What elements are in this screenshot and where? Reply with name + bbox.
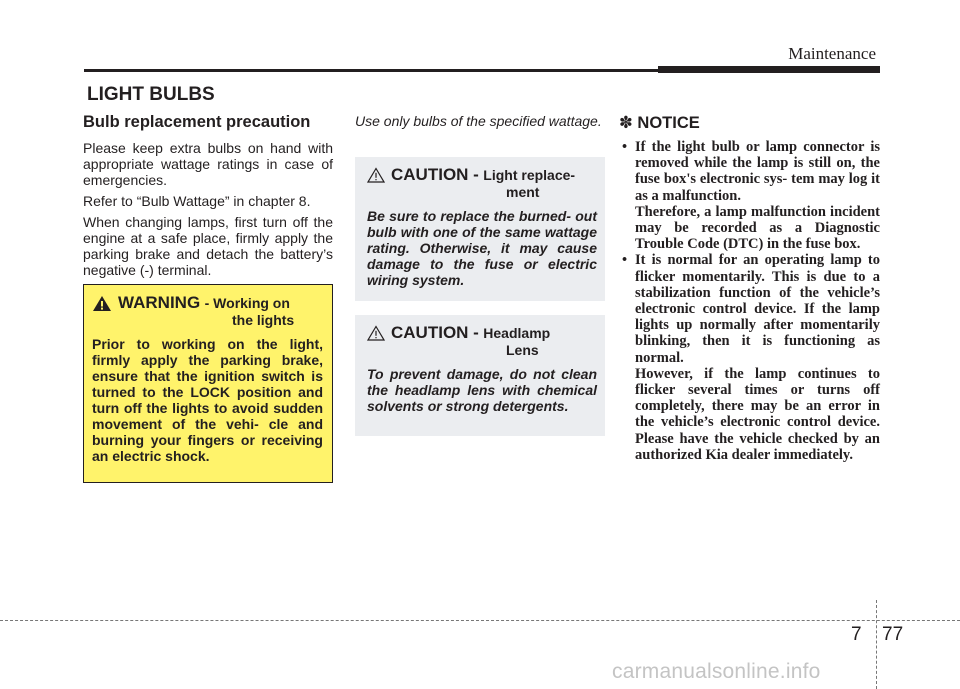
- page-title: LIGHT BULBS: [87, 84, 215, 105]
- warning-triangle-icon: [92, 295, 112, 317]
- bullet-icon: •: [622, 139, 628, 155]
- list-item: [619, 139, 880, 252]
- caution-body: Be sure to replace the burned- out bulb with one of the same wattage rating. Otherwise, it may cause damage to the fuse or electric wiring system.: [367, 208, 597, 288]
- notice-paragraph: Therefore, a lamp malfunction incident may be recorded as a Diagnostic Trouble Code (DTC) in the fuse box.: [635, 203, 880, 253]
- section-label: Maintenance: [788, 44, 876, 63]
- caution-subtitle-1: Headlamp: [483, 325, 551, 341]
- caution-triangle-icon: [367, 167, 385, 188]
- caution-box-headlamp-lens: [355, 315, 605, 436]
- column-left: [83, 113, 333, 283]
- footer-divider: [0, 620, 960, 621]
- chapter-number: 7: [851, 624, 862, 645]
- notice-list: [619, 139, 880, 463]
- caution-label: CAUTION -: [391, 323, 479, 342]
- warning-box: [83, 284, 333, 483]
- caution-box-light-replacement: [355, 157, 605, 301]
- notice-paragraph: If the light bulb or lamp connector is removed while the lamp is still on, the fuse box's electronic sys- tem may log it as a malfunction.: [635, 139, 880, 204]
- caution-triangle-icon: [367, 325, 385, 346]
- caution-header: [367, 325, 597, 358]
- warning-subtitle-2: the lights: [232, 312, 295, 328]
- notice-paragraph: It is normal for an operating lamp to flicker momentarily. This is due to a stabilization function of the vehicle’s electronic control device. If the lamp lights up normally after momentarily blinking, then it is functioning as normal.: [635, 252, 880, 366]
- caution-subtitle-2: Lens: [506, 342, 539, 358]
- paragraph-changing-lamps: When changing lamps, first turn off the engine at a safe place, firmly apply the parking brake and detach the battery’s negative (-) terminal.: [83, 214, 333, 278]
- footer-page-separator: [876, 600, 877, 689]
- bullet-icon: •: [622, 252, 628, 269]
- warning-label: WARNING: [118, 293, 201, 312]
- paragraph-bulb-wattage-ref: Refer to “Bulb Wattage” in chapter 8.: [83, 193, 311, 209]
- caution-body: To prevent damage, do not clean the headlamp lens with chemical solvents or strong detergents.: [367, 366, 597, 414]
- notice-paragraph: However, if the lamp continues to flicker several times or turns off completely, there may be an error in the vehicle’s electronic control device. Please have the vehicle checked by an authorized Kia dealer immediately.: [635, 365, 880, 463]
- subsection-heading: Bulb replacement precaution: [83, 113, 311, 131]
- warning-header: [92, 295, 323, 328]
- warning-body: Prior to working on the light, firmly apply the parking brake, ensure that the ignition switch is turned to the LOCK position and turn off the lights to avoid sudden movement of the vehi- cle and burning your fingers or receiving an electric shock.: [92, 336, 323, 464]
- caution-subtitle-1: Light replace-: [483, 167, 576, 183]
- caution-subtitle-2: ment: [506, 184, 540, 200]
- notice-title: ✽ NOTICE: [619, 114, 700, 132]
- intro-specified-wattage: Use only bulbs of the specified wattage.: [355, 113, 602, 129]
- header-rule-accent: [658, 66, 880, 73]
- warning-subtitle-1: - Working on: [204, 295, 290, 311]
- watermark: carmanualsonline.info: [612, 660, 821, 683]
- list-item: [619, 252, 880, 463]
- page-number: 77: [882, 624, 904, 645]
- caution-label: CAUTION -: [391, 165, 479, 184]
- column-right: [619, 113, 880, 463]
- paragraph-extra-bulbs: Please keep extra bulbs on hand with appropriate wattage ratings in case of emergencies.: [83, 140, 333, 188]
- caution-header: [367, 167, 597, 200]
- column-middle: [355, 113, 605, 129]
